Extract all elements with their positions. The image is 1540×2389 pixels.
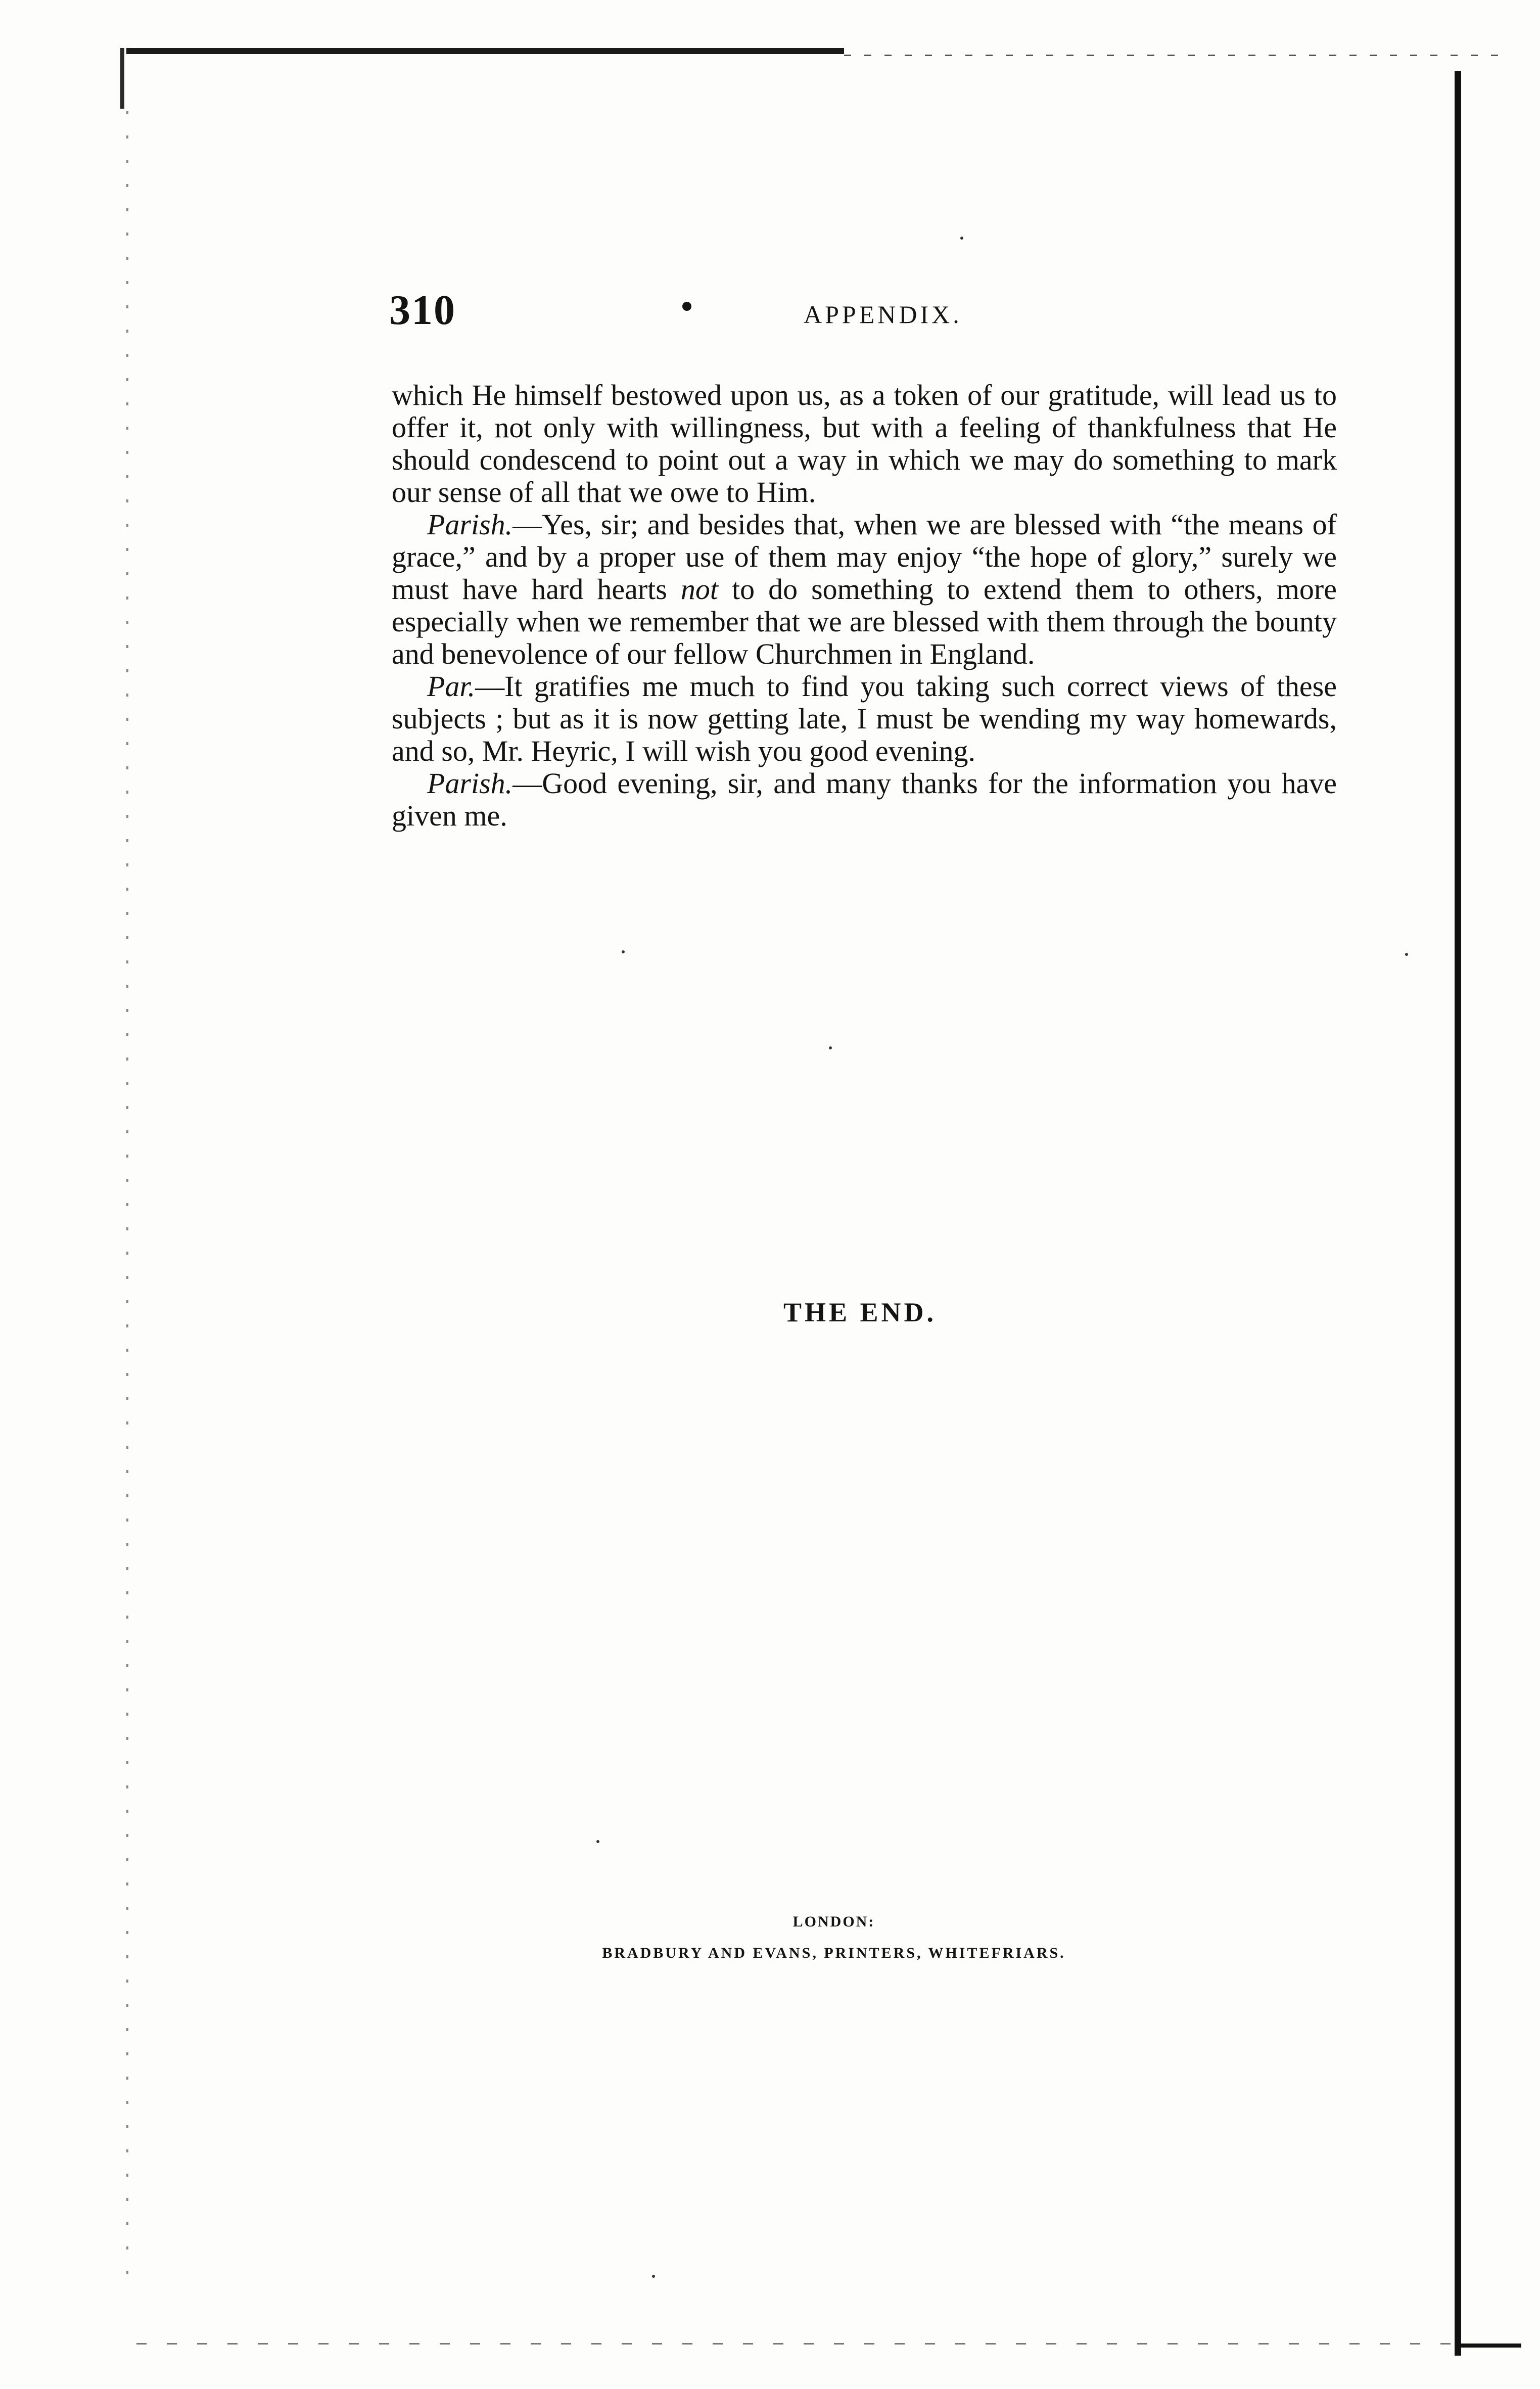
speaker-name: Parish. xyxy=(427,767,513,800)
imprint-printer: BRADBURY AND EVANS, PRINTERS, WHITEFRIARS. xyxy=(602,1945,1066,1961)
imprint-city: LONDON: xyxy=(792,1913,875,1930)
scan-speck xyxy=(829,1046,832,1049)
scan-edge-right xyxy=(1455,71,1461,2356)
paragraph-text: —It gratifies me much to find you taking such correct views of these subjects ; but as it is now getting late, I must be wending my way homewards, and so, Mr. Heyric, I will wish you good evening. xyxy=(392,670,1337,767)
scan-edge-bottom xyxy=(136,2343,1451,2345)
speaker-name: Parish. xyxy=(427,508,513,541)
scan-edge-left xyxy=(120,48,124,109)
scan-edge-left-dots xyxy=(126,111,128,2285)
paragraph-text: —Yes, sir; and besides that, when we are blessed with “the means of grace,” and by a proper use of them may enjoy “the hope of glory,” surely we must have hard hearts xyxy=(392,508,1337,606)
page-number: 310 xyxy=(389,287,456,334)
bullet-ornament xyxy=(682,302,691,311)
scan-edge-top-faint xyxy=(844,55,1501,56)
the-end-heading: THE END. xyxy=(783,1297,937,1327)
scan-edge-top xyxy=(126,48,844,54)
scan-speck xyxy=(1405,953,1408,956)
paragraph-text: to do something to extend them to others, more especially when we remember that we are blessed with them through the bounty and benevolence of our fellow Churchmen in England. xyxy=(392,573,1337,670)
scan-speck xyxy=(622,950,625,953)
paragraph xyxy=(392,379,1337,509)
scan-speck xyxy=(652,2275,655,2278)
running-title: APPENDIX. xyxy=(804,300,962,329)
paragraph xyxy=(392,509,1337,670)
body-text xyxy=(392,379,1337,832)
paragraph xyxy=(392,767,1337,832)
scan-edge-bottom-right xyxy=(1461,2344,1521,2348)
scan-speck xyxy=(960,237,963,240)
paragraph-text: —Good evening, sir, and many thanks for the information you have given me. xyxy=(392,767,1337,832)
paragraph-text: which He himself bestowed upon us, as a token of our gratitude, will lead us to offer it, not only with willingness, but with a feeling of thankfulness that He should condescend to point out a way in which we may do something to mark our sense of all that we owe to Him. xyxy=(392,379,1337,509)
speaker-name: Par. xyxy=(427,670,476,703)
scan-speck xyxy=(596,1840,599,1843)
emphasis: not xyxy=(680,573,718,606)
paragraph xyxy=(392,670,1337,767)
running-head xyxy=(389,286,1349,341)
